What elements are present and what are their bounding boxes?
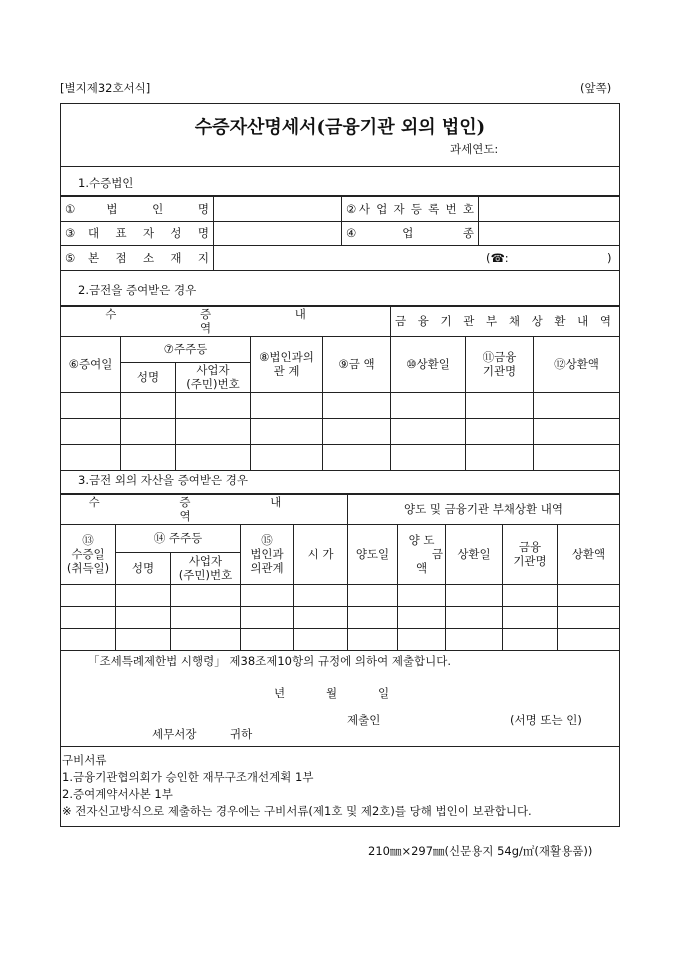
bank-header <box>466 336 534 392</box>
section1-heading: 1.수증법인 <box>60 167 620 196</box>
rep-name-field[interactable] <box>214 222 342 246</box>
cell[interactable] <box>176 392 251 418</box>
cell[interactable] <box>61 418 121 444</box>
shareholders-header: ⑭ 주주등 <box>116 524 241 552</box>
reg-no-line2: (주민)번호 <box>186 377 240 392</box>
receive-num: ⑬ <box>82 532 94 547</box>
relation-line2: 의관계 <box>250 561 284 576</box>
cell[interactable] <box>466 418 534 444</box>
reg-no-line1: 사업자 <box>196 362 230 377</box>
bank-header <box>503 524 558 584</box>
table-row <box>61 584 620 606</box>
transfer-amount-header <box>398 524 446 584</box>
receive-line2: (취득일) <box>66 561 110 576</box>
transfer-amt-line1: 양 도 <box>408 532 435 547</box>
cell[interactable] <box>171 606 241 628</box>
cell[interactable] <box>294 584 348 606</box>
form-id: [별지제32호서식] <box>60 81 151 95</box>
hq-address-field[interactable] <box>214 246 620 271</box>
declaration-text: 「조세특례제한법 시행령」 제38조제10항의 규정에 의하여 제출합니다. <box>88 654 452 668</box>
reg-no-line1: 사업자 <box>188 553 223 568</box>
reg-no-header <box>171 552 241 584</box>
section3-heading: 3.금전 외의 자산을 증여받은 경우 <box>60 463 620 494</box>
market-price-header: 시 가 <box>294 524 348 584</box>
name-header: 성명 <box>121 362 176 392</box>
relation-header <box>251 336 323 392</box>
cell[interactable] <box>251 392 323 418</box>
tax-year-label: 과세연도: <box>450 142 499 156</box>
phone-close: ) <box>607 251 612 265</box>
month-label: 월 <box>326 686 338 700</box>
table-row <box>61 418 620 444</box>
attachment-note: ※ 전자신고방식으로 제출하는 경우에는 구비서류(제1호 및 제2호)를 당해 법인이 보관합니다. <box>62 804 532 818</box>
paper-spec: 210㎜×297㎜(신문용지 54g/㎡(재활용품)) <box>368 844 593 858</box>
cell[interactable] <box>503 584 558 606</box>
name-header: 성명 <box>116 552 171 584</box>
cell[interactable] <box>294 606 348 628</box>
biz-reg-label: ②사 업 자 등 록 번 호 <box>342 197 479 222</box>
relation-header <box>241 524 294 584</box>
relation-line2: 관 계 <box>273 364 300 379</box>
section1-table <box>60 196 620 271</box>
transfer-repay-header: 양도 및 금융기관 부채상환 내역 <box>348 495 620 525</box>
bank-line2: 기관명 <box>513 554 547 569</box>
cell[interactable] <box>398 606 446 628</box>
debt-repay-header: 금 융 기 관 부 채 상 환 내 역 <box>391 307 620 337</box>
cell[interactable] <box>558 584 620 606</box>
repay-date-header: ⑩상환일 <box>391 336 466 392</box>
biz-reg-field[interactable] <box>479 197 620 222</box>
section2-heading: 2.금전을 증여받은 경우 <box>60 270 620 306</box>
transfer-amt-line3: 액 <box>415 561 428 576</box>
bank-line1: 금융 <box>518 539 542 554</box>
relation-line1: 법인과 <box>250 547 284 562</box>
day-label: 일 <box>378 686 390 700</box>
cell[interactable] <box>121 418 176 444</box>
transfer-amt-line2: 금 <box>431 547 443 562</box>
cell[interactable] <box>116 606 171 628</box>
reg-no-header <box>176 362 251 392</box>
attachments-heading: 구비서류 <box>62 753 107 767</box>
receive-line1: 수증일 <box>71 547 105 562</box>
cell[interactable] <box>348 584 398 606</box>
honorific-label: 귀하 <box>230 727 253 741</box>
cell[interactable] <box>323 392 391 418</box>
cell[interactable] <box>121 392 176 418</box>
cell[interactable] <box>398 584 446 606</box>
bank-line1: ⑪금융 <box>482 349 517 364</box>
repay-date-header: 상환일 <box>446 524 503 584</box>
section3-table <box>60 494 620 651</box>
submitter-label: 제출인 <box>347 713 381 727</box>
cell[interactable] <box>534 418 620 444</box>
cell[interactable] <box>391 392 466 418</box>
cell[interactable] <box>446 606 503 628</box>
cell[interactable] <box>61 392 121 418</box>
attachment-item: 1.금융기관협의회가 승인한 재무구조개선계획 1부 <box>62 770 314 784</box>
cell[interactable] <box>241 606 294 628</box>
cell[interactable] <box>171 584 241 606</box>
hq-address-label: ⑤본 점 소 재 지 <box>61 246 214 271</box>
transfer-date-header: 양도일 <box>348 524 398 584</box>
business-type-field[interactable] <box>479 222 620 246</box>
corp-name-field[interactable] <box>214 197 342 222</box>
cell[interactable] <box>466 392 534 418</box>
cell[interactable] <box>558 606 620 628</box>
gift-date-header: ⑥증여일 <box>61 336 121 392</box>
attachments <box>62 752 532 820</box>
cell[interactable] <box>348 606 398 628</box>
repay-amount-header: ⑫상환액 <box>534 336 620 392</box>
shareholders-header: ⑦주주등 <box>121 336 251 362</box>
amount-header: ⑨금 액 <box>323 336 391 392</box>
cell[interactable] <box>241 584 294 606</box>
bank-line2: 기관명 <box>482 364 517 379</box>
section2-table <box>60 306 620 471</box>
title-area <box>60 103 620 167</box>
relation-num: ⑮ <box>261 532 273 547</box>
rep-name-label: ③대 표 자 성 명 <box>61 222 214 246</box>
attachment-item: 2.증여계약서사본 1부 <box>62 787 173 801</box>
table-row <box>61 392 620 418</box>
reg-no-line2: (주민)번호 <box>178 568 233 583</box>
gift-details-header: 수 증 내 역 <box>61 307 391 337</box>
receive-date-header <box>61 524 116 584</box>
cell[interactable] <box>503 606 558 628</box>
cell[interactable] <box>534 392 620 418</box>
relation-line1: ⑧법인과의 <box>259 349 314 364</box>
gift-details-header: 수 증 내 역 <box>61 495 348 525</box>
cell[interactable] <box>61 584 116 606</box>
repay-amount-header: 상환액 <box>558 524 620 584</box>
recipient-label: 세무서장 <box>152 727 197 741</box>
cell[interactable] <box>391 418 466 444</box>
cell[interactable] <box>176 418 251 444</box>
cell[interactable] <box>251 418 323 444</box>
cell[interactable] <box>61 606 116 628</box>
table-row <box>61 606 620 628</box>
cell[interactable] <box>323 418 391 444</box>
page-title: 수증자산명세서(금융기관 외의 법인) <box>194 117 486 138</box>
business-type-label: ④업 종 <box>342 222 479 246</box>
cell[interactable] <box>116 584 171 606</box>
declaration-area <box>60 643 620 747</box>
signature-label: (서명 또는 인) <box>510 713 582 727</box>
cell[interactable] <box>446 584 503 606</box>
year-label: 년 <box>274 686 286 700</box>
page-side: (앞쪽) <box>580 81 612 95</box>
phone-label: (☎: <box>486 251 509 265</box>
corp-name-label: ①법 인 명 <box>61 197 214 222</box>
